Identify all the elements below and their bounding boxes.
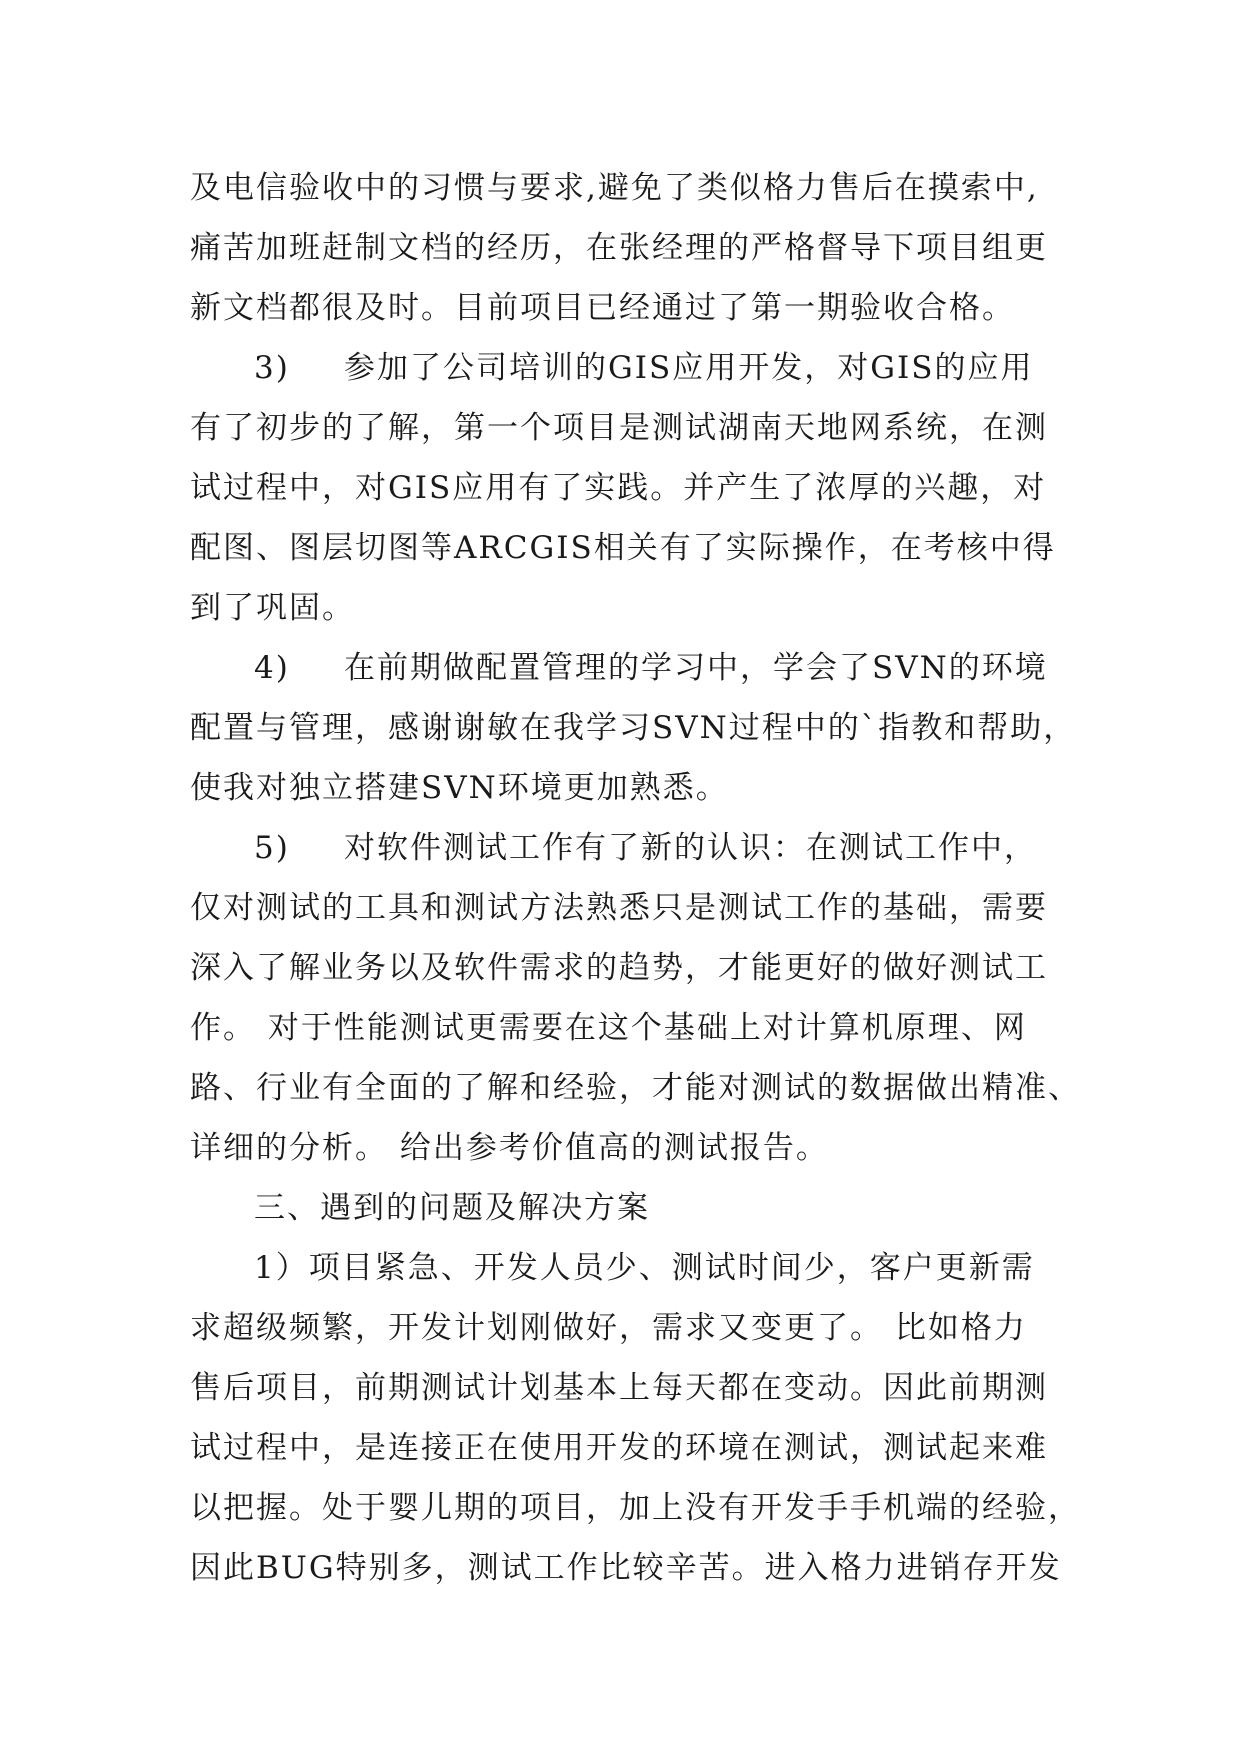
text-line: 试过程中，是连接正在使用开发的环境在测试，测试起来难 bbox=[190, 1430, 1048, 1466]
text-line: 使我对独立搭建SVN环境更加熟悉。 bbox=[190, 770, 729, 806]
text-line: 有了初步的了解，第一个项目是测试湖南天地网系统，在测 bbox=[190, 410, 1048, 446]
text-line: 深入了解业务以及软件需求的趋势，才能更好的做好测试工 bbox=[190, 950, 1048, 986]
text-line: 痛苦加班赶制文档的经历，在张经理的严格督导下项目组更 bbox=[190, 230, 1048, 266]
text-line: 配置与管理，感谢谢敏在我学习SVN过程中的`指教和帮助， bbox=[190, 710, 1077, 746]
text-line: 详细的分析。 给出参考价值高的测试报告。 bbox=[190, 1130, 829, 1166]
list-number: 4) bbox=[254, 650, 290, 686]
list-item-text: 在前期做配置管理的学习中，学会了SVN的环境 bbox=[344, 650, 1048, 686]
list-number: 5) bbox=[254, 830, 290, 866]
document-body bbox=[190, 158, 1090, 1598]
text-line: 新文档都很及时。目前项目已经通过了第一期验收合格。 bbox=[190, 290, 1015, 326]
list-item-text: 参加了公司培训的GIS应用开发，对GIS的应用 bbox=[344, 350, 1034, 386]
text-line: 因此BUG特别多，测试工作比较辛苦。进入格力进销存开发 bbox=[190, 1550, 1062, 1586]
text-line: 及电信验收中的习惯与要求,避免了类似格力售后在摸索中, bbox=[190, 170, 1039, 206]
list-number: 3) bbox=[254, 350, 290, 386]
text-line: 仅对测试的工具和测试方法熟悉只是测试工作的基础，需要 bbox=[190, 890, 1048, 926]
text-line: 试过程中，对GIS应用有了实践。并产生了浓厚的兴趣，对 bbox=[190, 470, 1047, 506]
text-line: 作。 对于性能测试更需要在这个基础上对计算机原理、网 bbox=[190, 1010, 1027, 1046]
problem-1-first-line: 1）项目紧急、开发人员少、测试时间少，客户更新需 bbox=[254, 1250, 1035, 1286]
text-line: 路、行业有全面的了解和经验，才能对测试的数据做出精准、 bbox=[190, 1070, 1081, 1106]
section-heading: 三、遇到的问题及解决方案 bbox=[254, 1190, 650, 1226]
text-line: 售后项目，前期测试计划基本上每天都在变动。因此前期测 bbox=[190, 1370, 1048, 1406]
list-item-4-first-line bbox=[190, 638, 1090, 698]
list-item-text: 对软件测试工作有了新的认识：在测试工作中， bbox=[344, 830, 1037, 866]
text-line: 配图、图层切图等ARCGIS相关有了实际操作，在考核中得 bbox=[190, 530, 1056, 566]
list-item-5-first-line bbox=[190, 818, 1090, 878]
text-line: 以把握。处于婴儿期的项目，加上没有开发手手机端的经验， bbox=[190, 1490, 1081, 1526]
text-line: 求超级频繁，开发计划刚做好，需求又变更了。 比如格力 bbox=[190, 1310, 1027, 1346]
text-line: 到了巩固。 bbox=[190, 590, 355, 626]
list-item-3-first-line bbox=[190, 338, 1090, 398]
